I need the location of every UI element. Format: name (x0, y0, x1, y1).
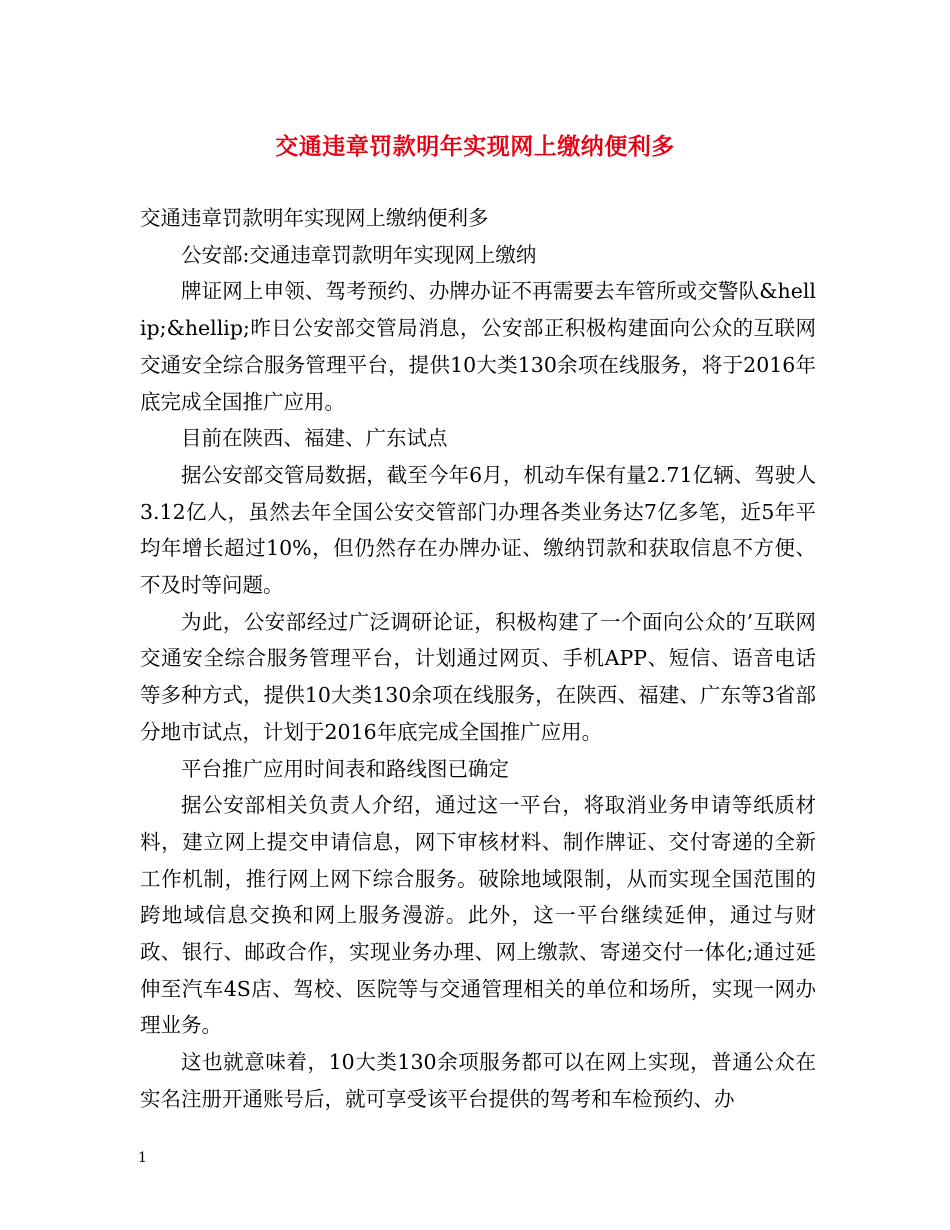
paragraph: 牌证网上申领、驾考预约、办牌办证不再需要去车管所或交警队&hellip;&hellip;昨日公安部交管局消息，公安部正积极构建面向公众的互联网交通安全综合服务管理平台，提供10大类130余项在线服务，将于2016年底完成全国推广应用。 (140, 279, 816, 414)
paragraph: 为此，公安部经过广泛调研论证，积极构建了一个面向公众的’互联网交通安全综合服务管理平台，计划通过网页、手机APP、短信、语音电话等多种方式，提供10大类130余项在线服务，在陕西、福建、广东等3省部分地市试点，计划于2016年底完成全国推广应用。 (140, 609, 816, 744)
paragraph: 交通违章罚款明年实现网上缴纳便利多 (140, 206, 489, 230)
paragraph: 据公安部相关负责人介绍，通过这一平台，将取消业务申请等纸质材料，建立网上提交申请信息，网下审核材料、制作牌证、交付寄递的全新工作机制，推行网上网下综合服务。破除地域限制，从而实现全国范围的跨地域信息交换和网上服务漫游。此外，这一平台继续延伸，通过与财政、银行、邮政合作，实现业务办理、网上缴款、寄递交付一体化;通过延伸至汽车4S店、驾校、医院等与交通管理相关的单位和场所，实现一网办理业务。 (140, 793, 816, 1038)
section-heading: 平台推广应用时间表和路线图已确定 (181, 756, 509, 781)
paragraph: 据公安部交管局数据，截至今年6月，机动车保有量2.71亿辆、驾驶人3.12亿人，虽然去年全国公安交管部门办理各类业务达7亿多笔，近5年平均年增长超过10%，但仍然存在办牌办证、缴纳罚款和获取信息不方便、不及时等问题。 (140, 462, 816, 598)
paragraph: 这也就意味着，10大类130余项服务都可以在网上实现，普通公众在实名注册开通账号后，就可享受该平台提供的驾考和车检预约、办 (140, 1050, 816, 1111)
document-body (140, 200, 816, 1118)
document-title: 交通违章罚款明年实现网上缴纳便利多 (275, 133, 675, 160)
section-heading: 目前在陕西、福建、广东试点 (181, 426, 448, 451)
paragraph: 公安部:交通违章罚款明年实现网上缴纳 (181, 242, 537, 267)
page-number: 1 (138, 1150, 147, 1166)
